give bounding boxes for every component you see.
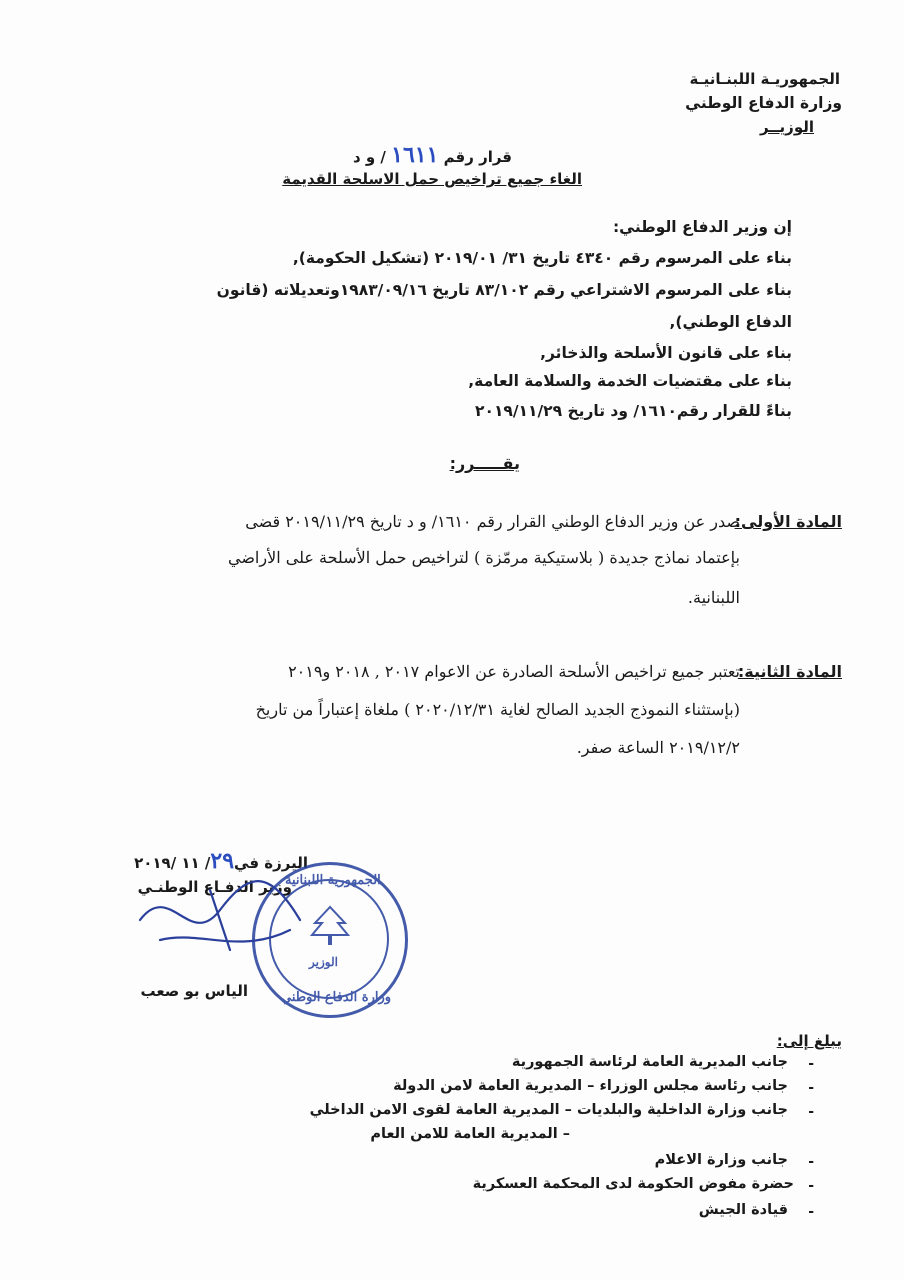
article-1-label: المادة الأولى: [734,512,842,531]
preamble-line: بناء على قانون الأسلحة والذخائر, [540,344,792,362]
notify-label: يبلغ إلى: [776,1032,842,1050]
preamble-line: بناء على المرسوم الاشتراعي رقم ٨٣/١٠٢ تاريخ ١٩٨٣/٠٩/١٦وتعديلاته (قانون [216,281,792,299]
signature-day-handwritten: ٢٩ [210,848,235,874]
decision-title: الغاء جميع تراخيص حمل الاسلحة القديمة [282,170,582,188]
notify-item: – المديرية العامة للامن العام [370,1126,570,1142]
notify-item: حضرة مفوض الحكومة لدى المحكمة العسكرية [472,1176,794,1192]
article-1-line: صدر عن وزير الدفاع الوطني القرار رقم ١٦١٠/ و د تاريخ ٢٠١٩/١١/٢٩ قضى [245,512,740,531]
header-minister: الوزيــر [759,118,814,136]
preamble-line: بناءً للقرار رقم١٦١٠/ ود تاريخ ٢٠١٩/١١/٢٩ [475,402,792,420]
signature-place-prefix: اليرزة في [234,854,308,872]
header-republic: الجمهوريـة اللبنـانيـة [689,70,840,88]
notify-item: جانب وزارة الاعلام [654,1152,788,1168]
notify-item: قيادة الجيش [698,1202,788,1218]
stamp-text-top: الجمهورية اللبنانية [285,873,381,888]
article-1-line: بإعتماد نماذج جديدة ( بلاستيكية مرمّزة ) لتراخيص حمل الأسلحة على الأراضي [228,548,740,567]
stamp-text-center: الوزير [309,955,338,969]
header-ministry: وزارة الدفاع الوطني [685,94,842,112]
preamble-line: بناء على المرسوم رقم ٤٣٤٠ تاريخ ٣١/ ٢٠١٩/٠١ (تشكيل الحكومة), [292,249,792,267]
article-2-label: المادة الثانية: [737,662,842,681]
notify-item: جانب وزارة الداخلية والبلديات – المديرية العامة لقوى الامن الداخلي [309,1102,788,1118]
list-bullet: - [808,1080,814,1096]
decision-number-handwritten: ١٦١١ [391,142,439,168]
preamble-line: الدفاع الوطني), [669,313,792,331]
signature-title: وزير الدفـاع الوطنـي [137,878,292,896]
preamble-line: بناء على مقتضيات الخدمة والسلامة العامة, [468,372,792,390]
list-bullet: - [808,1154,814,1170]
notify-item: جانب المديرية العامة لرئاسة الجمهورية [511,1054,788,1070]
list-bullet: - [808,1178,814,1194]
article-2-line: ٢٠١٩/١٢/٢ الساعة صفر. [576,738,740,757]
list-bullet: - [808,1104,814,1120]
list-bullet: - [808,1056,814,1072]
article-1-line: اللبنانية. [687,588,740,607]
notify-item: جانب رئاسة مجلس الوزراء – المديرية العامة لامن الدولة [393,1078,788,1094]
decision-number-prefix: قرار رقم [443,148,512,166]
handwritten-signature [120,860,320,970]
signature-name: الياس بو صعب [140,982,248,1000]
signature-date-rest: / ١١ /٢٠١٩ [134,854,211,872]
decision-number-suffix: / و د [352,148,386,166]
stamp-text-bottom: وزارة الدفاع الوطني [281,990,392,1005]
article-2-line: تعتبر جميع تراخيص الأسلحة الصادرة عن الاعوام ٢٠١٧ , ٢٠١٨ و٢٠١٩ [288,662,740,681]
article-2-line: (بإستثناء النموذج الجديد الصالح لغاية ٢٠٢٠/١٢/٣١ ) ملغاة إعتباراً من تاريخ [255,700,740,719]
decides-heading: يقـــــرر: [449,454,520,473]
decision-number [353,142,512,168]
preamble-intro: إن وزير الدفاع الوطني: [612,218,792,236]
list-bullet: - [808,1204,814,1220]
